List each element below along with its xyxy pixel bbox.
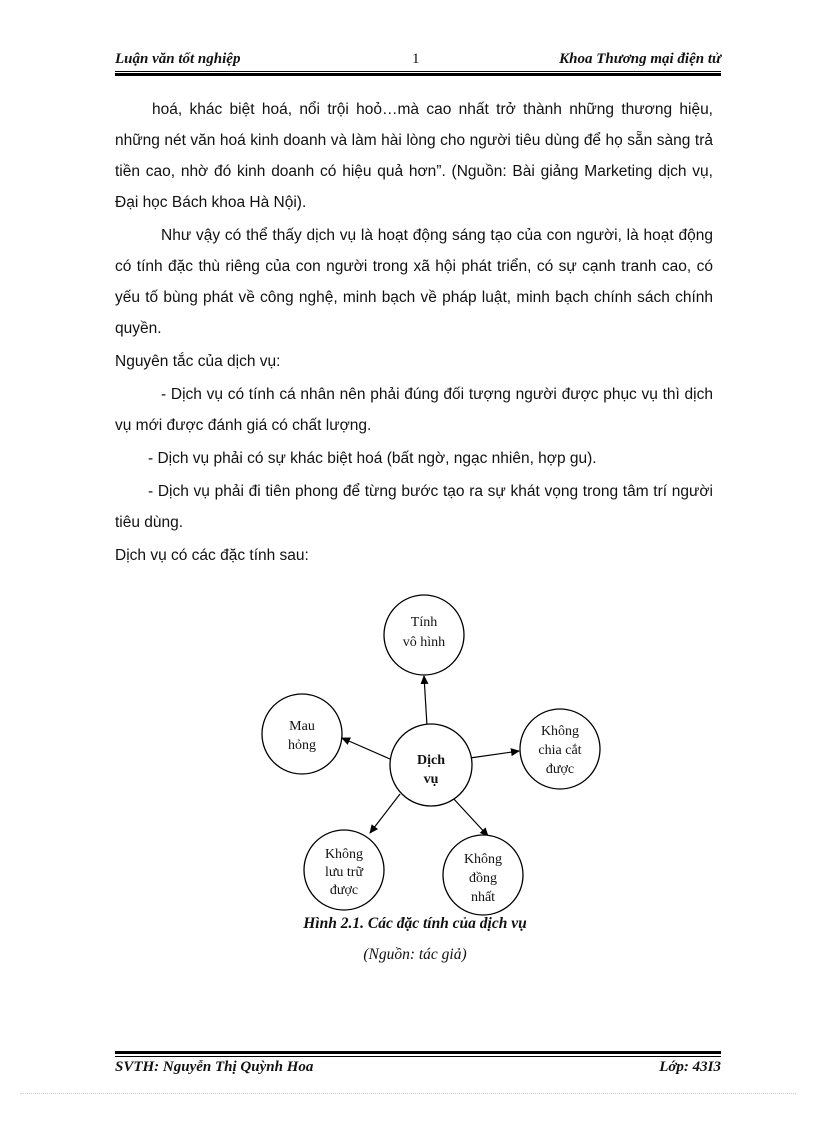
node-perishability-line-2: hỏng bbox=[288, 738, 316, 753]
header-faculty: Khoa Thương mại điện tử bbox=[559, 51, 721, 67]
node-perishability bbox=[262, 694, 342, 774]
paragraph-characteristics-heading: Dịch vụ có các đặc tính sau: bbox=[115, 547, 309, 564]
header-thesis-title: Luận văn tốt nghiệp bbox=[115, 51, 241, 67]
node-non-storability-line-3: được bbox=[329, 883, 359, 898]
footer-student-name: SVTH: Nguyễn Thị Quỳnh Hoa bbox=[115, 1059, 314, 1075]
arrow-to-intangibility bbox=[424, 676, 427, 726]
center-label-line-2: vụ bbox=[423, 772, 439, 787]
figure-source: (Nguồn: tác giả) bbox=[363, 946, 467, 963]
paragraph-summary: Như vậy có thể thấy dịch vụ là hoạt động sáng tạo của con người, là hoạt động có tính đặc thù riêng của con người trong xã hội phát triển, có sự cạnh tranh cao, có yếu tố bùng phát về công nghệ, minh bạch về pháp luật, minh bạch chính sách chính quyền. bbox=[115, 227, 713, 337]
node-inseparability-line-1: Không bbox=[540, 724, 580, 739]
paragraph-principle-2: - Dịch vụ phải có sự khác biệt hoá (bất ngờ, ngạc nhiên, hợp gu). bbox=[148, 450, 597, 467]
node-inseparability-line-3: được bbox=[545, 762, 575, 777]
center-label-line-1: Dịch bbox=[417, 753, 445, 768]
node-intangibility-line-2: vô hình bbox=[402, 635, 446, 650]
footer-rule-thick bbox=[115, 1051, 721, 1054]
figure-caption: Hình 2.1. Các đặc tính của dịch vụ bbox=[303, 915, 527, 932]
node-non-storability-line-1: Không bbox=[324, 847, 364, 862]
paragraph-principle-3: - Dịch vụ phải đi tiên phong để từng bước tạo ra sự khát vọng trong tâm trí người tiêu dùng. bbox=[115, 483, 713, 531]
paragraph-principles-heading: Nguyên tắc của dịch vụ: bbox=[115, 353, 281, 370]
node-inseparability-line-2: chia cắt bbox=[538, 743, 582, 758]
paragraph-quote-end: hoá, khác biệt hoá, nổi trội hoỏ…mà cao nhất trở thành những thương hiệu, những nét văn hoá kinh doanh và làm hài lòng cho người tiêu dùng để họ sẵn sàng trả tiền cao, nhờ đó kinh doanh có hiệu quả hơn”. (Nguồn: Bài giảng Marketing dịch vụ, Đại học Bách khoa Hà Nội). bbox=[115, 101, 713, 211]
node-heterogeneity-line-3: nhất bbox=[470, 890, 496, 905]
node-perishability-line-1: Mau bbox=[289, 719, 315, 734]
header-page-number: 1 bbox=[412, 51, 420, 67]
footer-class: Lớp: 43I3 bbox=[659, 1059, 721, 1075]
node-non-storability-line-2: lưu trữ bbox=[324, 865, 364, 880]
page-bottom-border bbox=[20, 1093, 796, 1094]
paragraph-principle-1: - Dịch vụ có tính cá nhân nên phải đúng đối tượng người được phục vụ thì dịch vụ mới được đánh giá có chất lượng. bbox=[115, 386, 713, 434]
page-footer bbox=[115, 1056, 721, 1078]
arrow-to-heterogeneity bbox=[452, 797, 488, 836]
arrow-to-perishability bbox=[342, 738, 390, 759]
arrow-to-inseparability bbox=[470, 751, 519, 758]
node-heterogeneity-line-1: Không bbox=[463, 852, 503, 867]
arrow-to-non-storability bbox=[370, 794, 400, 833]
node-heterogeneity-line-2: đồng bbox=[469, 871, 497, 886]
node-intangibility-line-1: Tính bbox=[410, 615, 438, 630]
